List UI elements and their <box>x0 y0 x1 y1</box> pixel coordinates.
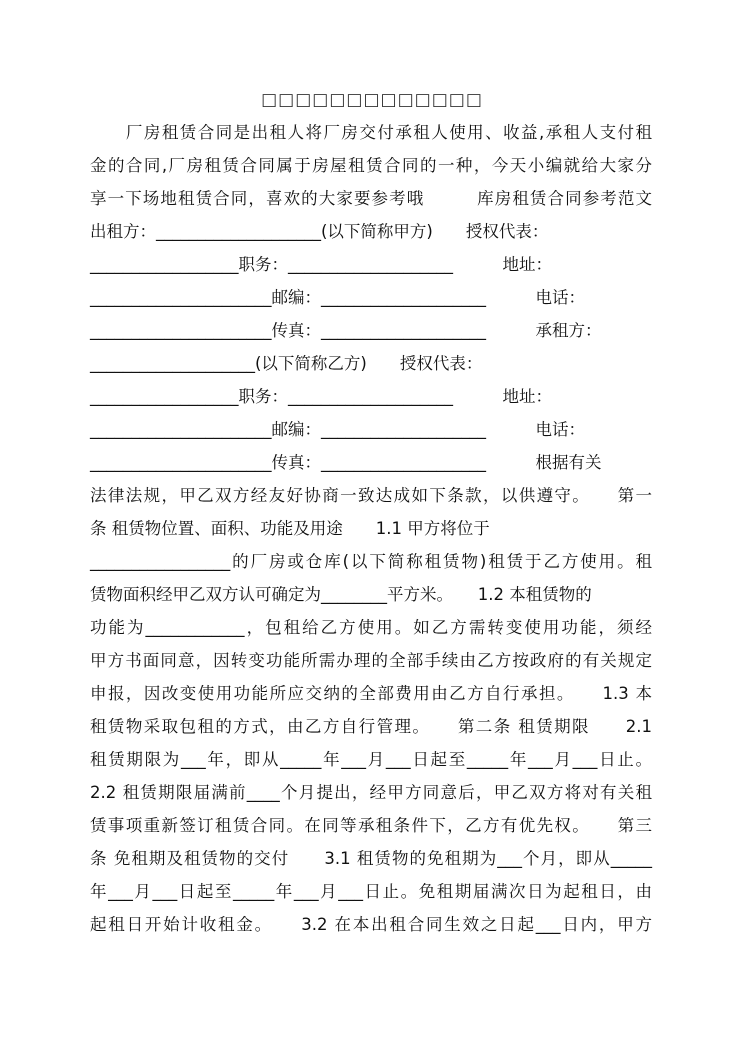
document-title: □□□□□□□□□□□□□ <box>261 90 483 110</box>
text-line: __________________职务：____________________ 地址： <box>90 387 552 406</box>
text-line: 租赁物采取包租的方式，由乙方自行管理。 第二条 租赁期限 2.1 <box>90 717 652 736</box>
text-line: ______________________邮编：____________________ 电话： <box>90 288 585 307</box>
text-line: 功能为____________，包租给乙方使用。如乙方需转变使用功能，须经 <box>90 618 652 637</box>
text-line: 厂房租赁合同是出租人将厂房交付承租人使用、收益,承租人支付租 <box>90 123 652 142</box>
text-line: 享一下场地租赁合同，喜欢的大家要参考哦 库房租赁合同参考范文 <box>90 189 652 208</box>
text-line: 申报，因改变使用功能所应交纳的全部费用由乙方自行承担。 1.3 本 <box>90 684 652 703</box>
text-line: 赁事项重新签订租赁合同。在同等承租条件下，乙方有优先权。 第三 <box>90 816 652 835</box>
text-line: 2.2 租赁期限届满前____个月提出，经甲方同意后，甲乙双方将对有关租 <box>90 783 652 802</box>
text-line: 条 租赁物位置、面积、功能及用途 1.1 甲方将位于 <box>90 519 490 538</box>
text-line: 起租日开始计收租金。 3.2 在本出租合同生效之日起___日内，甲方 <box>90 915 652 934</box>
text-line: 法律法规，甲乙双方经友好协商一致达成如下条款，以供遵守。 第一 <box>90 486 652 505</box>
text-line: ______________________传真：____________________ 承租方： <box>90 321 602 340</box>
text-line: 金的合同,厂房租赁合同属于房屋租赁合同的一种，今天小编就给大家分 <box>90 156 652 175</box>
text-line: 甲方书面同意，因转变功能所需办理的全部手续由乙方按政府的有关规定 <box>90 651 652 670</box>
text-line: 出租方：____________________(以下简称甲方) 授权代表： <box>90 222 549 241</box>
document-body <box>90 116 652 941</box>
text-line: 租赁期限为___年，即从_____年___月___日起至_____年___月___日止。 <box>90 750 652 769</box>
text-line: __________________职务：____________________ 地址： <box>90 255 552 274</box>
text-line: ____________________(以下简称乙方) 授权代表： <box>90 354 483 373</box>
text-line: ______________________传真：____________________ 根据有关 <box>90 453 602 472</box>
text-line: 赁物面积经甲乙双方认可确定为________平方米。 1.2 本租赁物的 <box>90 585 592 604</box>
text-line: _________________的厂房或仓库(以下简称租赁物)租赁于乙方使用。租 <box>90 552 652 571</box>
text-line: 条 免租期及租赁物的交付 3.1 租赁物的免租期为___个月，即从_____ <box>90 849 652 868</box>
text-line: ______________________邮编：____________________ 电话： <box>90 420 585 439</box>
text-line: 年___月___日起至_____年___月___日止。免租期届满次日为起租日，由 <box>90 882 652 901</box>
